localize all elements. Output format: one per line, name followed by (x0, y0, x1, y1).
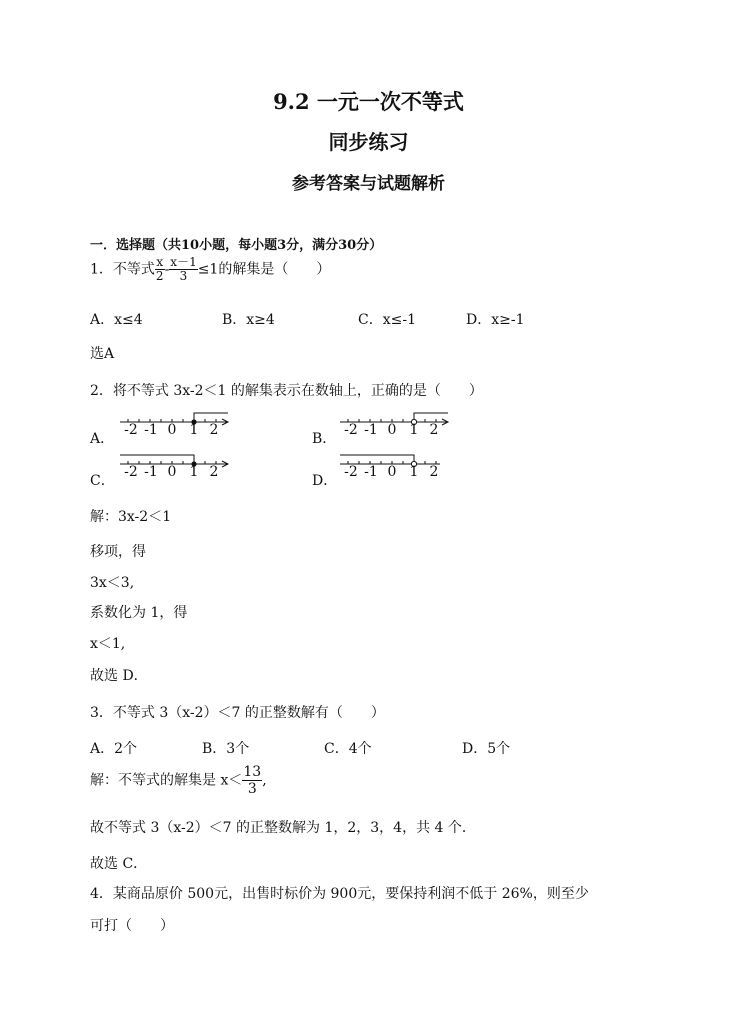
q1-option-c: C．x≤-1 (358, 312, 416, 328)
section-heading: 一．选择题（共10小题，每小题3分，满分30分） (90, 238, 383, 253)
q3-option-a: A．2个 (90, 741, 138, 757)
q2-option-b-label: B． (312, 431, 337, 447)
q3-option-d: D．5个 (462, 741, 511, 757)
q2-number-line-b: -2 -1 0 1 2 (338, 410, 453, 442)
q3-solution-line-3: 故选 C． (90, 856, 148, 872)
question-2-stem: 2．将不等式 3x-2＜1 的解集表示在数轴上，正确的是（ ） (90, 383, 483, 399)
q2-solution-line-6: 故选 D． (90, 668, 148, 684)
question-3-stem: 3．不等式 3（x-2）＜7 的正整数解有（ ） (90, 705, 385, 721)
q2-number-line-d: -2 -1 0 1 2 (338, 452, 453, 484)
q2-solution-line-5: x＜1, (90, 636, 126, 652)
q2-solution-line-3: 3x＜3, (90, 575, 135, 591)
q2-option-a-label: A． (90, 431, 115, 447)
q1-answer: 选A (90, 346, 115, 362)
q3-option-b: B．3个 (202, 741, 250, 757)
q1-option-a: A．x≤4 (90, 312, 143, 328)
page-subtitle: 同步练习 (328, 130, 409, 154)
q3-option-c: C．4个 (324, 741, 372, 757)
q1-fraction-1: $\frac{x}{2}$ (155, 255, 164, 283)
page-title: 9.2 一元一次不等式 (273, 89, 464, 114)
q2-option-d-label: D． (312, 473, 338, 489)
page-heading: 参考答案与试题解析 (292, 174, 445, 194)
q3-solution-prefix: 解：不等式的解集是 x＜ (90, 772, 243, 789)
question-4-stem-line-1: 4．某商品原价 500元，出售时标价为 900元，要保持利润不低于 26%，则至少 (90, 886, 589, 902)
question-1-stem (90, 256, 330, 283)
q2-solution-line-4: 系数化为 1，得 (90, 605, 188, 621)
q2-solution-line-1: 解：3x-2＜1 (90, 509, 172, 525)
q1-fraction-2: $\frac{x-1}{3}$ (170, 255, 197, 283)
q1-suffix: ≤1的解集是（ ） (197, 261, 331, 278)
q1-option-d: D．x≥-1 (466, 312, 525, 328)
question-4-stem-line-2: 可打（ ） (90, 918, 174, 934)
q3-fraction: $\frac{13}{3}$ (243, 764, 262, 797)
q1-prefix: 1．不等式 (90, 261, 155, 278)
q2-option-c-label: C． (90, 473, 115, 489)
q2-number-line-c: -2 -1 0 1 2 (118, 452, 233, 484)
q2-number-line-a: -2 -1 0 1 2 (118, 410, 233, 442)
q3-solution-suffix: , (262, 772, 267, 789)
q3-solution-line-2: 故不等式 3（x-2）＜7 的正整数解为 1，2，3，4，共 4 个． (90, 820, 476, 836)
q3-solution-line-1 (90, 764, 267, 797)
q2-solution-line-2: 移项，得 (90, 544, 146, 560)
q1-minus: - (164, 261, 170, 278)
q1-option-b: B．x≥4 (222, 312, 275, 328)
